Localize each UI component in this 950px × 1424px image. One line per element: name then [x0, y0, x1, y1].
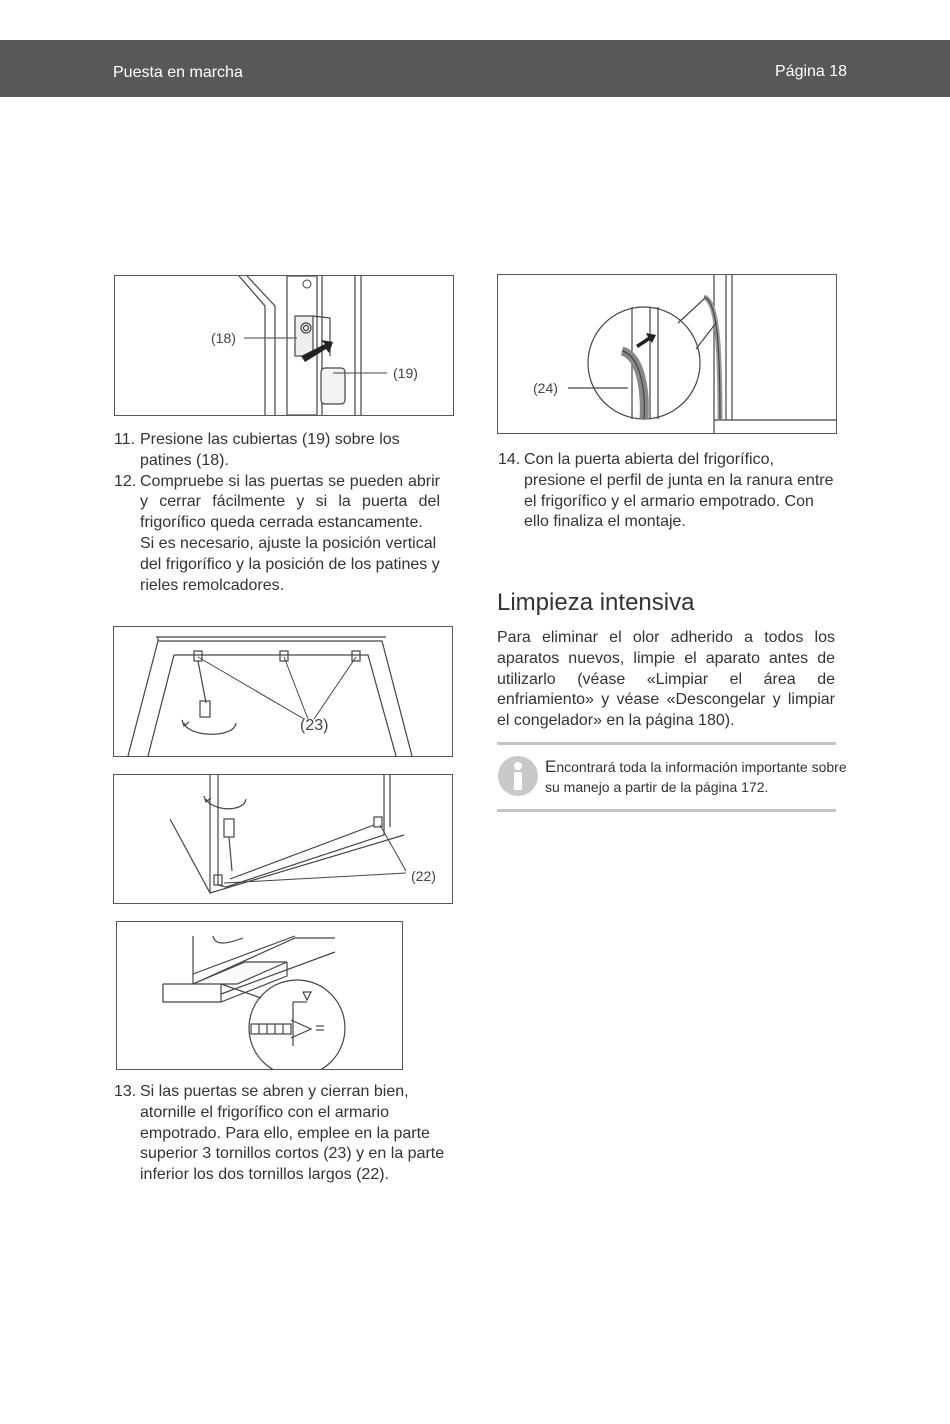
page-number: Página 18 [775, 63, 848, 80]
section-body: Para eliminar el olor adherido a todos los aparatos nuevos, limpie el aparato antes de utilizarlo (véase «Limpiar el área de enfriamiento» y véase «Descongelar y limpiar el congelador» en la página 180). [497, 629, 835, 730]
figure-bottom-screws [113, 774, 453, 904]
label-24: (24) [533, 380, 558, 396]
step-text: Con la puerta abierta del frigorífico, presione el perfil de junta en la ranura entre el frigorífico y el armario empotrado. Con ello finaliza el montaje. [524, 451, 834, 531]
step-11 [114, 430, 440, 472]
info-icon-glyph [498, 756, 538, 796]
figure-gasket-illustration [498, 275, 836, 433]
figure-bottom-screws-illustration [114, 775, 452, 903]
label-19: (19) [393, 365, 418, 381]
label-22: (22) [411, 868, 436, 884]
info-icon [498, 756, 538, 796]
step-12 [114, 472, 440, 597]
page-header [0, 40, 950, 97]
label-23: (23) [300, 717, 329, 734]
info-note-text [545, 757, 850, 797]
note-body: ncontrará toda la información importante sobre su manejo a partir de la página 172. [545, 759, 847, 795]
figure-gasket-profile [497, 274, 837, 434]
figure-screw-detail-illustration [117, 922, 402, 1069]
step-text-continued: Si es necesario, ajuste la posición vertical del frigorífico y la posición de los patines y rieles remolcadores. [140, 534, 440, 594]
note-rule-top [497, 742, 836, 745]
note-rule-bottom [497, 809, 836, 812]
figure-top-screws [113, 626, 453, 757]
step-13 [114, 1082, 464, 1186]
label-18: (18) [211, 330, 236, 346]
step-13-item [114, 1082, 464, 1186]
step-14-item [498, 450, 838, 533]
step-number: 12. [114, 472, 137, 490]
step-text: Si las puertas se abren y cierran bien, atornille el frigorífico con el armario empotrado. Para ello, emplee en la parte superior 3 tornillos cortos (23) y en la parte inferior los dos tornillos largos (22). [140, 1083, 445, 1184]
section-heading: Limpieza intensiva [497, 589, 695, 616]
figure-top-screws-illustration [114, 627, 452, 756]
step-14 [498, 450, 838, 533]
step-text: Compruebe si las puertas se pueden abrir y cerrar fácilmente y si la puerta del frigorífico queda cerrada estancamente. [140, 472, 440, 532]
figure-covers-illustration [115, 276, 453, 415]
figure-screw-detail [116, 921, 403, 1070]
figure-covers-slides [114, 275, 454, 416]
note-initial: E [545, 757, 557, 776]
step-number: 14. [498, 451, 521, 468]
steps-11-12 [114, 430, 440, 596]
step-text: Presione las cubiertas (19) sobre los patines (18). [140, 431, 400, 469]
step-number: 13. [114, 1083, 137, 1100]
section-title: Puesta en marcha [113, 64, 243, 81]
step-number: 11. [114, 431, 136, 448]
